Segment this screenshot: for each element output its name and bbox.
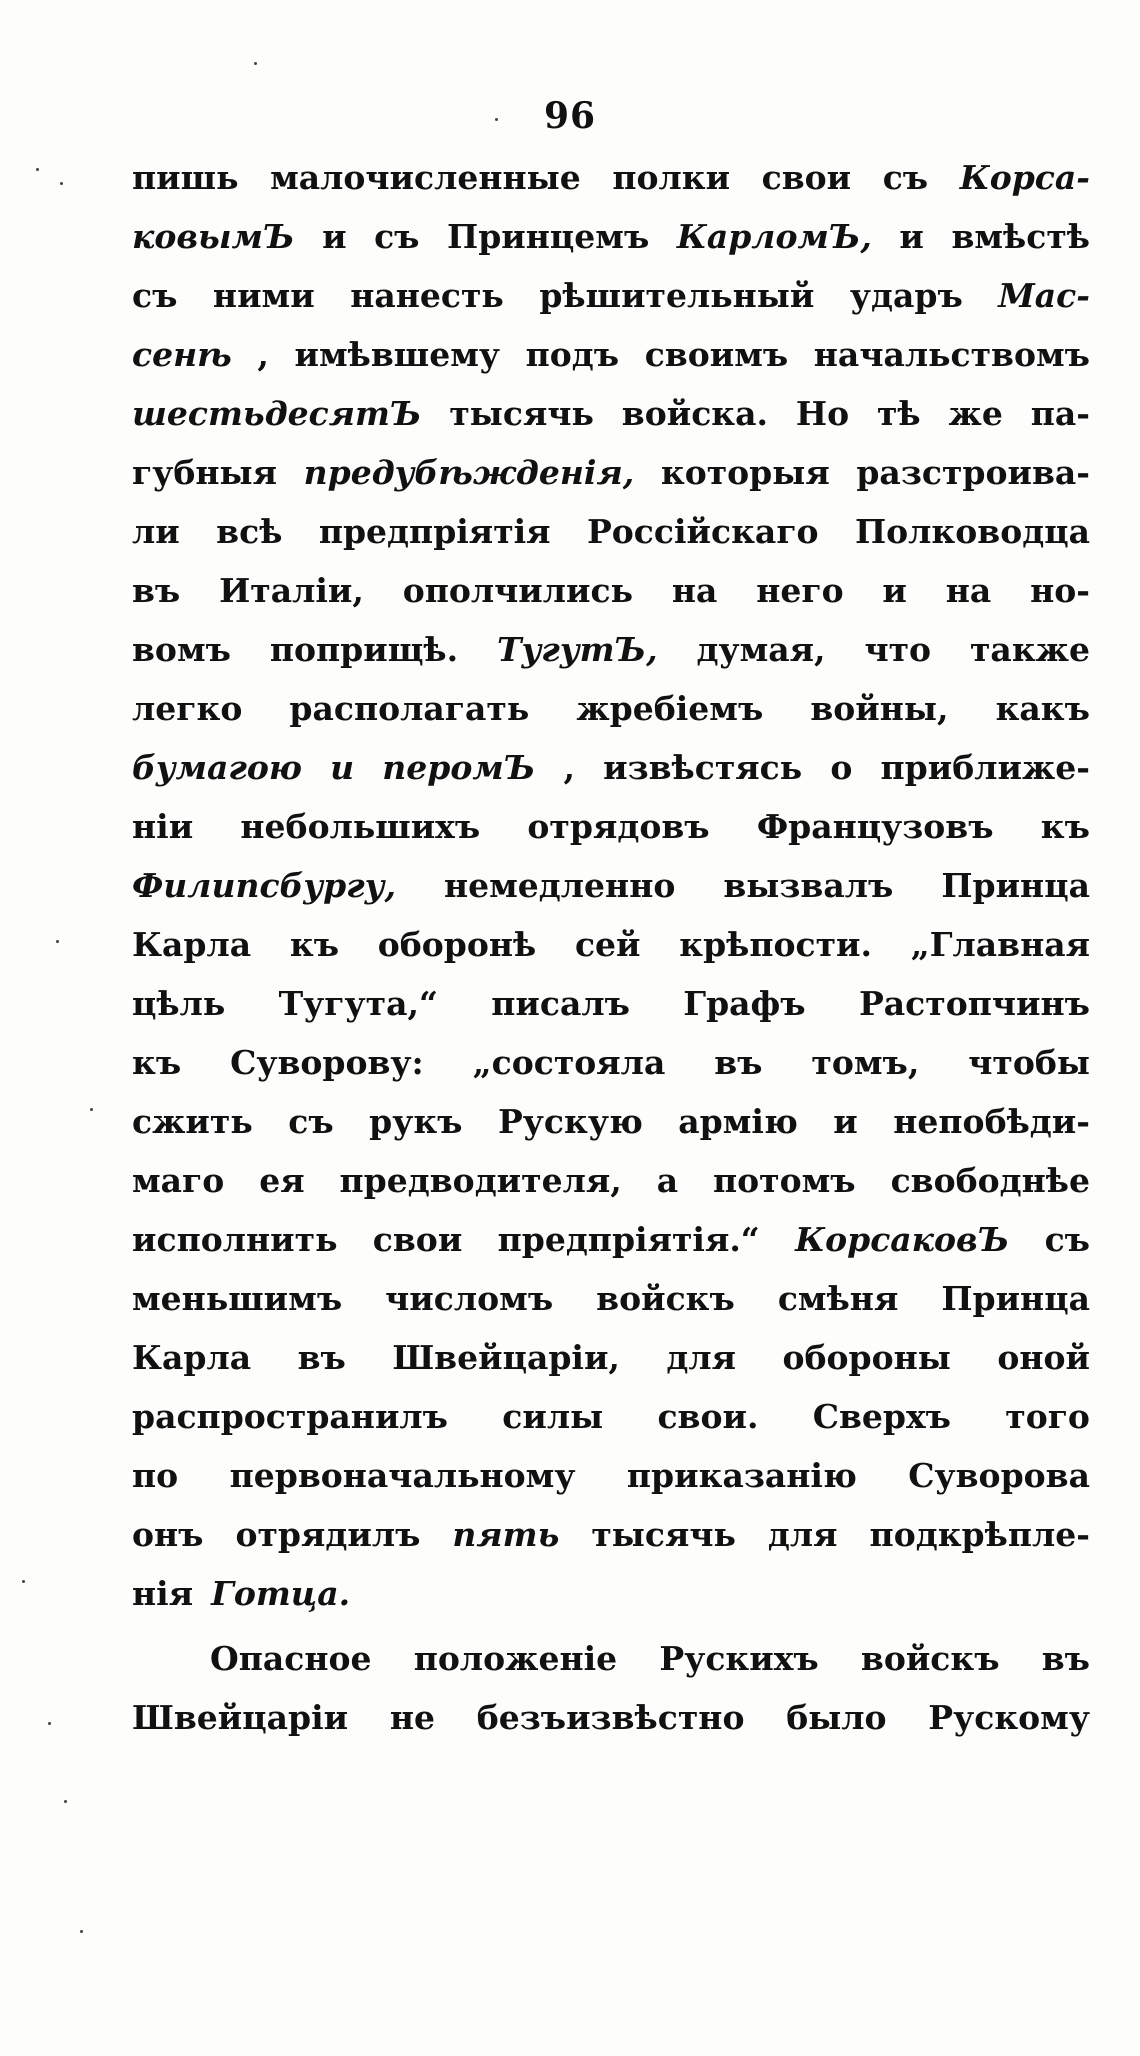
- word: извѣстясь: [603, 748, 803, 787]
- word: силы: [502, 1397, 604, 1436]
- word: свои: [372, 1220, 463, 1259]
- word: предпріятія: [318, 512, 551, 551]
- word: Рускихъ: [659, 1639, 819, 1678]
- word: Полководца: [854, 512, 1090, 551]
- text-line: [132, 1161, 1090, 1220]
- word: КорсаковЪ: [795, 1220, 1010, 1259]
- word: войскъ: [860, 1639, 1000, 1678]
- word: тѣ: [876, 394, 921, 433]
- text-line: [132, 276, 1090, 335]
- word: а: [656, 1161, 679, 1200]
- text-line: [132, 689, 1090, 748]
- word: КарломЪ,: [676, 217, 872, 256]
- word: приказанію: [626, 1456, 857, 1495]
- text-line: [132, 1456, 1090, 1515]
- word: всѣ: [216, 512, 283, 551]
- word: положеніе: [413, 1639, 618, 1678]
- word: ними: [212, 276, 315, 315]
- word: ударъ: [849, 276, 963, 315]
- text-line: [132, 394, 1090, 453]
- word: малочисленные: [270, 158, 581, 197]
- text-line: [132, 807, 1090, 866]
- text-line: [132, 512, 1090, 571]
- word: приближе-: [880, 748, 1090, 787]
- word: ніи: [132, 807, 194, 846]
- word: маго: [132, 1161, 225, 1200]
- scan-speck: [60, 182, 63, 185]
- word: войны,: [810, 689, 949, 728]
- word: Рускому: [928, 1698, 1090, 1737]
- word: распространилъ: [132, 1397, 448, 1436]
- word: губныя: [132, 453, 277, 492]
- word: него: [756, 571, 844, 610]
- word: и: [899, 217, 924, 256]
- scan-speck: [48, 1722, 51, 1725]
- scan-speck: [22, 1580, 25, 1583]
- text-line: [132, 866, 1090, 925]
- word: Суворова: [908, 1456, 1090, 1495]
- word: войска.: [621, 394, 769, 433]
- word: въ: [1041, 1639, 1090, 1678]
- word: предубѣжденія,: [303, 453, 635, 492]
- word: Мас-: [998, 276, 1090, 315]
- text-line: [132, 1515, 1090, 1574]
- text-line: [132, 453, 1090, 512]
- text-line: [132, 630, 1090, 689]
- word: свои: [761, 158, 852, 197]
- text-line: [132, 1220, 1090, 1279]
- text-line: [132, 1338, 1090, 1397]
- word: первоначальному: [229, 1456, 576, 1495]
- word: смѣня: [777, 1279, 899, 1318]
- word: крѣпости.: [679, 925, 873, 964]
- word: небольшихъ: [240, 807, 481, 846]
- text-line: [132, 158, 1090, 217]
- word: въ: [132, 571, 181, 610]
- word: Сверхъ: [812, 1397, 951, 1436]
- word: вмѣстѣ: [951, 217, 1090, 256]
- text-line: [132, 748, 1090, 807]
- word: Но: [795, 394, 850, 433]
- word: оной: [997, 1338, 1090, 1377]
- word: Швейцаріи,: [392, 1338, 620, 1377]
- word: сенѣ: [132, 335, 232, 374]
- word: шестьдесятЪ: [132, 394, 422, 433]
- word: Готца.: [211, 1574, 351, 1613]
- word: Карла: [132, 1338, 252, 1377]
- word: Швейцаріи: [132, 1698, 349, 1737]
- text-line: [132, 1279, 1090, 1338]
- word: которыя: [660, 453, 830, 492]
- word: и: [330, 748, 355, 787]
- word: ТугутЪ,: [497, 630, 658, 669]
- word: ли: [132, 512, 180, 551]
- word: обороны: [782, 1338, 951, 1377]
- word: и: [882, 571, 907, 610]
- word: что: [864, 630, 932, 669]
- word: на: [945, 571, 992, 610]
- word: „Главная: [910, 925, 1090, 964]
- word: въ: [297, 1338, 346, 1377]
- text-line: [132, 1574, 1090, 1633]
- word: потомъ: [713, 1161, 856, 1200]
- word: чтобы: [968, 1043, 1090, 1082]
- word: Рускую: [497, 1102, 643, 1141]
- word: съ: [1044, 1220, 1090, 1259]
- word: Суворову:: [230, 1043, 424, 1082]
- scan-speck: [90, 1108, 93, 1111]
- word: исполнить: [132, 1220, 338, 1259]
- word: Графъ: [683, 984, 806, 1023]
- text-line: [132, 335, 1090, 394]
- word: своимъ: [644, 335, 789, 374]
- word: къ: [132, 1043, 182, 1082]
- text-line: [132, 1639, 1090, 1698]
- word: Принца: [941, 866, 1090, 905]
- word: на: [671, 571, 718, 610]
- word: полки: [612, 158, 731, 197]
- word: тысячь: [591, 1515, 736, 1554]
- word: съ: [288, 1102, 334, 1141]
- word: Принца: [941, 1279, 1090, 1318]
- scan-speck: [36, 168, 39, 171]
- word: для: [767, 1515, 838, 1554]
- word: бумагою: [132, 748, 302, 787]
- word: тысячь: [449, 394, 594, 433]
- word: Принцемъ: [447, 217, 650, 256]
- word: къ: [1040, 807, 1090, 846]
- word: ея: [259, 1161, 305, 1200]
- word: безъизвѣстно: [476, 1698, 745, 1737]
- word: того: [1005, 1397, 1090, 1436]
- word: сжить: [132, 1102, 253, 1141]
- word: „состояла: [472, 1043, 666, 1082]
- text-line: [132, 1102, 1090, 1161]
- text-line: [132, 925, 1090, 984]
- word: по: [132, 1456, 179, 1495]
- word: Растопчинъ: [858, 984, 1090, 1023]
- word: рѣшительный: [539, 276, 815, 315]
- word: Французовъ: [756, 807, 994, 846]
- word: свои.: [657, 1397, 759, 1436]
- text-line: [132, 217, 1090, 276]
- word: Карла: [132, 925, 252, 964]
- word: войскъ: [596, 1279, 735, 1318]
- word: но-: [1030, 571, 1090, 610]
- word: вомъ: [132, 630, 231, 669]
- scan-speck: [495, 118, 498, 121]
- word: подкрѣпле-: [869, 1515, 1090, 1554]
- word: нія: [132, 1574, 194, 1613]
- word: вызвалъ: [723, 866, 894, 905]
- word: какъ: [995, 689, 1090, 728]
- word: съ: [882, 158, 929, 197]
- word: цѣль: [132, 984, 226, 1023]
- word: непобѣди-: [893, 1102, 1090, 1141]
- word: Опасное: [210, 1639, 372, 1678]
- word: думая,: [696, 630, 826, 669]
- word: о: [830, 748, 853, 787]
- word: легко: [132, 689, 243, 728]
- page-number: 96: [543, 95, 597, 137]
- text-line: [132, 984, 1090, 1043]
- word: па-: [1030, 394, 1090, 433]
- word: сей: [574, 925, 641, 964]
- word: имѣвшему: [294, 335, 501, 374]
- word: подъ: [525, 335, 620, 374]
- word: разстроива-: [856, 453, 1090, 492]
- word: съ: [374, 217, 420, 256]
- word: армію: [678, 1102, 798, 1141]
- body-text: [132, 158, 1090, 1757]
- word: рукъ: [369, 1102, 463, 1141]
- word: оборонѣ: [377, 925, 537, 964]
- word: отрядовъ: [527, 807, 710, 846]
- word: томъ,: [811, 1043, 920, 1082]
- word: къ: [289, 925, 340, 964]
- text-line: [132, 571, 1090, 630]
- word: предводителя,: [339, 1161, 622, 1200]
- scan-speck: [254, 62, 257, 65]
- word: пять: [452, 1515, 560, 1554]
- word: ,: [257, 335, 269, 374]
- word: пишь: [132, 158, 239, 197]
- word: и: [322, 217, 347, 256]
- word: предпріятія.“: [497, 1220, 760, 1259]
- word: же: [948, 394, 1003, 433]
- text-line: [132, 1043, 1090, 1102]
- word: располагать: [289, 689, 530, 728]
- word: также: [969, 630, 1090, 669]
- word: Италіи,: [219, 571, 364, 610]
- word: Россійскаго: [586, 512, 819, 551]
- word: поприщѣ.: [269, 630, 459, 669]
- word: писалъ: [491, 984, 630, 1023]
- text-line: [132, 1698, 1090, 1757]
- text-line: [132, 1397, 1090, 1456]
- word: числомъ: [385, 1279, 554, 1318]
- word: отрядилъ: [235, 1515, 421, 1554]
- scan-speck: [80, 1930, 83, 1933]
- word: для: [666, 1338, 737, 1377]
- word: начальствомъ: [813, 335, 1090, 374]
- word: немедленно: [443, 866, 676, 905]
- word: ковымЪ: [132, 217, 295, 256]
- word: Тугута,“: [278, 984, 438, 1023]
- word: перомЪ: [382, 748, 536, 787]
- word: Филипсбургу,: [132, 866, 396, 905]
- word: Корса-: [959, 158, 1090, 197]
- word: меньшимъ: [132, 1279, 343, 1318]
- scan-speck: [56, 940, 59, 943]
- word: съ: [132, 276, 178, 315]
- word: онъ: [132, 1515, 204, 1554]
- word: жребіемъ: [576, 689, 764, 728]
- word: ,: [563, 748, 575, 787]
- word: нанесть: [350, 276, 504, 315]
- word: и: [833, 1102, 858, 1141]
- word: въ: [714, 1043, 763, 1082]
- scan-speck: [64, 1800, 67, 1803]
- word: ополчились: [402, 571, 633, 610]
- word: свободнѣе: [890, 1161, 1090, 1200]
- word: не: [389, 1698, 435, 1737]
- word: было: [786, 1698, 887, 1737]
